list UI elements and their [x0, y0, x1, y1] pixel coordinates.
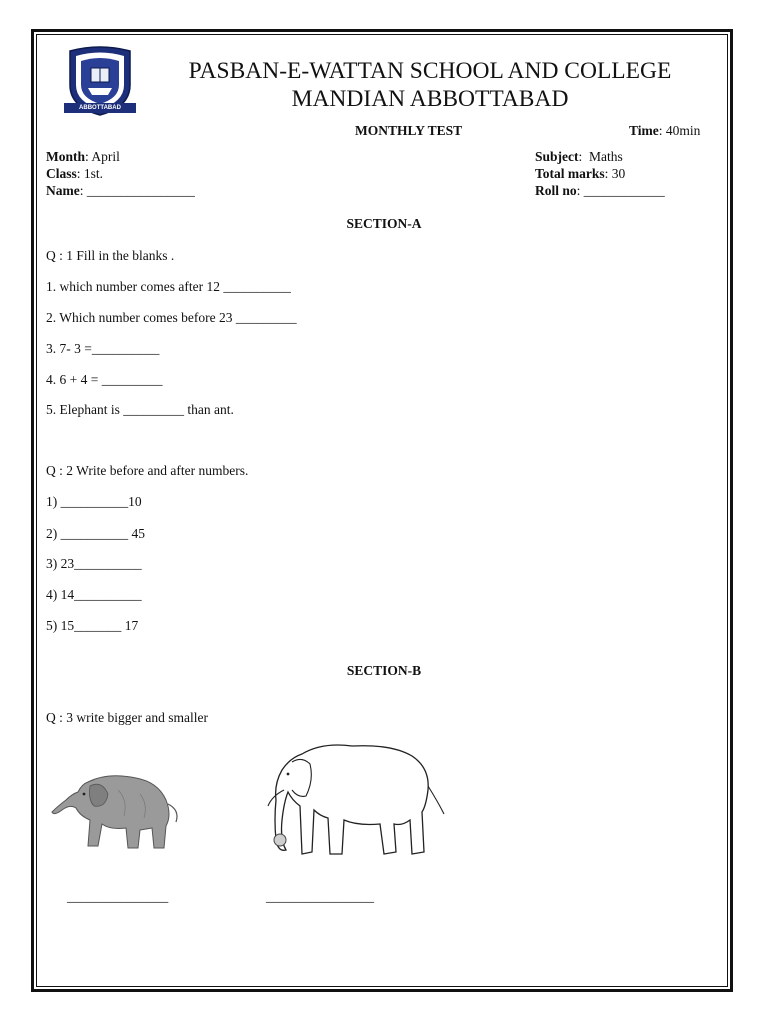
q2-item: 5) 15_______ 17: [46, 618, 139, 633]
class-value: : 1st.: [76, 166, 104, 181]
name-field: [46, 183, 195, 199]
marks-value: : 30: [604, 166, 626, 181]
marks-field: [535, 166, 625, 182]
time-label: Time: [629, 123, 659, 138]
month-value: : April: [85, 149, 120, 164]
q2-item: 2) __________ 45: [46, 526, 145, 541]
big-elephant-image: [262, 740, 452, 860]
q1-item: 1. which number comes after 12 __________: [46, 279, 291, 294]
school-name-line1: PASBAN-E-WATTAN SCHOOL AND COLLEGE: [188, 58, 672, 84]
q1-item: 2. Which number comes before 23 _________: [46, 310, 297, 325]
marks-label: Total marks: [535, 166, 605, 181]
roll-value: : ____________: [576, 183, 665, 198]
q1-item: 3. 7- 3 =__________: [46, 341, 160, 356]
q2-item: 3) 23__________: [46, 556, 142, 571]
name-value: : ________________: [79, 183, 195, 198]
q1-item: 4. 6 + 4 = _________: [46, 372, 163, 387]
small-elephant-image: [48, 760, 183, 855]
roll-field: [535, 183, 665, 199]
time-value: : 40min: [658, 123, 701, 138]
school-name-line2: MANDIAN ABBOTTABAD: [291, 86, 569, 112]
question-2: Q : 2 Write before and after numbers.: [46, 463, 249, 478]
question-1: Q : 1 Fill in the blanks .: [46, 248, 175, 263]
section-a-title: SECTION-A: [346, 216, 422, 231]
answer-blank-left[interactable]: _______________: [67, 889, 169, 904]
answer-blank-right[interactable]: ________________: [266, 889, 374, 904]
month-field: [46, 149, 120, 165]
subject-label: Subject: [535, 149, 579, 164]
time-info: [629, 123, 700, 139]
q2-item: 4) 14__________: [46, 587, 142, 602]
name-label: Name: [46, 183, 80, 198]
section-b-title: SECTION-B: [346, 663, 422, 678]
test-title: MONTHLY TEST: [355, 123, 463, 138]
class-field: [46, 166, 103, 182]
subject-value: : Maths: [578, 149, 623, 164]
month-label: Month: [46, 149, 86, 164]
question-3: Q : 3 write bigger and smaller: [46, 710, 208, 725]
subject-field: [535, 149, 623, 165]
school-logo: [60, 45, 140, 117]
logo-caption: ABBOTTABAD: [79, 105, 121, 111]
q2-item: 1) __________10: [46, 494, 142, 509]
q1-item: 5. Elephant is _________ than ant.: [46, 402, 234, 417]
roll-label: Roll no: [535, 183, 577, 198]
class-label: Class: [46, 166, 77, 181]
